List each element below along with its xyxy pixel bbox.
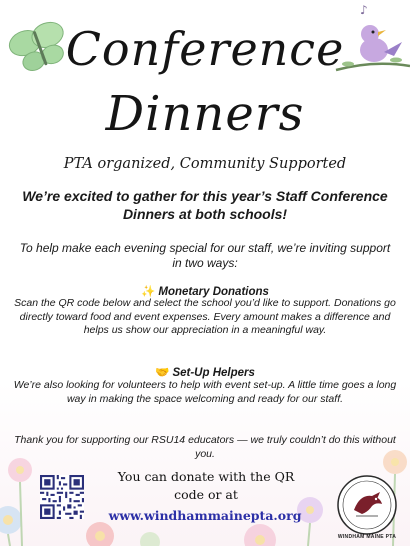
thank-you-text: Thank you for supporting our RSU14 educators — we truly couldn’t do this without you. — [14, 434, 396, 460]
intro-paragraph: To help make each evening special for our staff, we’re inviting support in two ways: — [19, 241, 391, 270]
section-title: Monetary Donations — [158, 286, 269, 298]
section-title: Set-Up Helpers — [172, 367, 255, 379]
section-body-helpers: We’re also looking for volunteers to help with event set-up. A little time goes a long way in making the space welcoming and ready for our staff. — [13, 379, 397, 405]
sparkle-icon: ✨ — [141, 286, 156, 298]
pta-logo — [336, 474, 398, 536]
title-line-1: Conference — [65, 22, 345, 76]
handshake-icon: 🤝 — [155, 367, 170, 379]
donate-link[interactable]: www.windhammainepta.org — [108, 508, 302, 523]
svg-text:♪: ♪ — [360, 3, 368, 17]
section-heading-helpers — [0, 365, 410, 379]
pta-logo-label: WINDHAM MAINE PTA — [337, 534, 397, 540]
title-line-2: Dinners — [105, 86, 305, 142]
donate-instructions: You can donate with the QR code or at — [117, 469, 295, 502]
section-body-donations: Scan the QR code below and select the school you’d like to support. Donations go directly toward food and event expenses. Every amount makes a difference and helps us show our appreciation in a meaningful way. — [14, 297, 396, 336]
qr-code[interactable] — [40, 475, 84, 519]
section-heading-donations — [0, 284, 410, 298]
subtitle: PTA organized, Community Supported — [63, 156, 347, 172]
lead-paragraph: We’re excited to gather for this year’s Staff Conference Dinners at both schools! — [22, 188, 388, 222]
